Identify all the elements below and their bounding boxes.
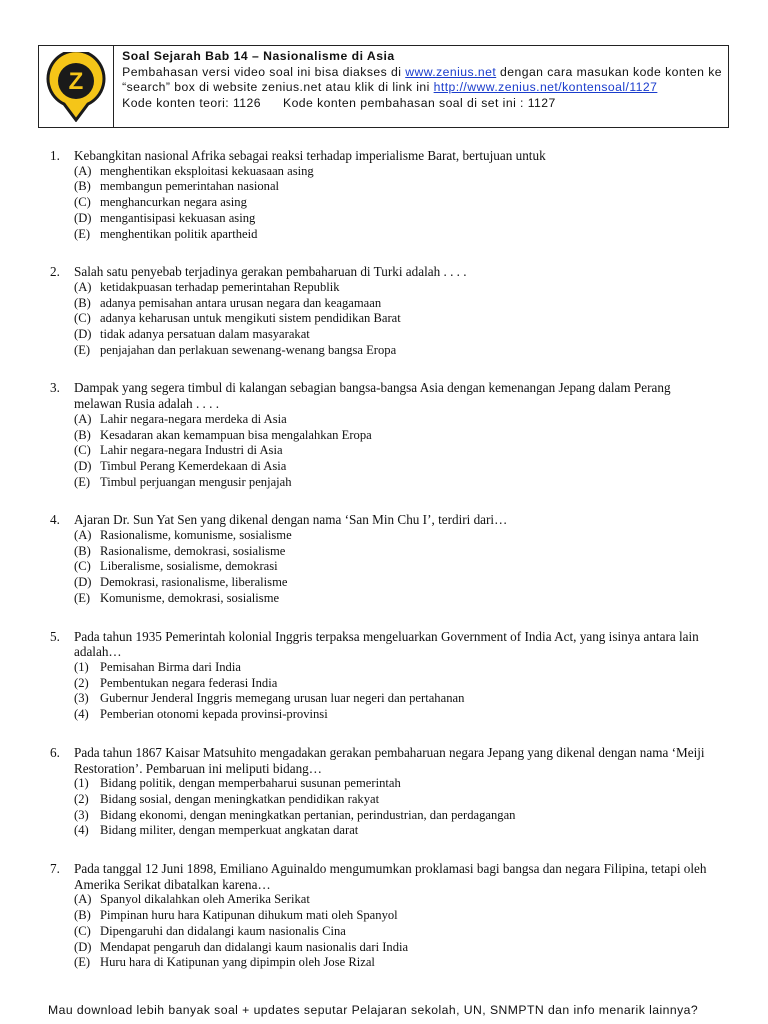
option-label: (E) bbox=[74, 226, 91, 241]
option-text: Bidang sosial, dengan meningkatkan pendidikan rakyat bbox=[100, 791, 380, 806]
answer-option bbox=[74, 459, 715, 475]
option-label: (D) bbox=[74, 458, 92, 473]
page-title: Soal Sejarah Bab 14 – Nasionalisme di Asia bbox=[122, 49, 395, 63]
option-label: (D) bbox=[74, 327, 92, 342]
logo-letter: Z bbox=[68, 67, 84, 95]
footer-text: Mau download lebih banyak soal + updates seputar Pelajaran sekolah, UN, SNMPTN dan info menarik lainnya? bbox=[48, 1003, 699, 1017]
option-text: membangun pemerintahan nasional bbox=[100, 179, 280, 194]
answer-option bbox=[74, 559, 715, 575]
answer-option bbox=[74, 776, 715, 792]
question-row bbox=[50, 512, 715, 528]
code-pembahasan: Kode konten pembahasan soal di set ini : 1127 bbox=[282, 95, 556, 110]
option-label: (4) bbox=[74, 823, 89, 838]
option-label: (B) bbox=[74, 179, 91, 194]
option-text: menghentikan politik apartheid bbox=[100, 226, 258, 241]
answer-option bbox=[74, 528, 715, 544]
zenius-link[interactable]: www.zenius.net bbox=[405, 64, 497, 79]
option-label: (A) bbox=[74, 528, 92, 543]
option-text: Spanyol dikalahkan oleh Amerika Serikat bbox=[100, 892, 310, 907]
answer-option bbox=[74, 179, 715, 195]
question-list bbox=[50, 148, 715, 993]
option-label: (1) bbox=[74, 776, 89, 791]
question-row bbox=[50, 380, 715, 411]
question-text: Kebangkitan nasional Afrika sebagai reaksi terhadap imperialisme Barat, bertujuan untuk bbox=[74, 148, 546, 163]
question-number: 6. bbox=[50, 744, 60, 760]
answer-option bbox=[74, 227, 715, 243]
option-label: (D) bbox=[74, 575, 92, 590]
header-line-2-suffix: dengan cara masukan kode konten ke bbox=[496, 64, 722, 79]
option-text: Mendapat pengaruh dan didalangi kaum nasionalis dari India bbox=[100, 939, 409, 954]
header-line-3 bbox=[122, 80, 722, 96]
option-text: Demokrasi, rasionalisme, liberalisme bbox=[100, 575, 288, 590]
question-item bbox=[50, 380, 715, 490]
option-text: tidak adanya persatuan dalam masyarakat bbox=[100, 327, 310, 342]
answer-option bbox=[74, 280, 715, 296]
question-number: 7. bbox=[50, 861, 60, 877]
option-label: (2) bbox=[74, 675, 89, 690]
question-text: Salah satu penyebab terjadinya gerakan pembaharuan di Turki adalah . . . . bbox=[74, 264, 467, 280]
question-number: 4. bbox=[50, 512, 60, 528]
question-row bbox=[50, 861, 715, 892]
question-number: 3. bbox=[50, 380, 60, 396]
option-text: Timbul Perang Kemerdekaan di Asia bbox=[100, 458, 287, 473]
answer-option bbox=[74, 940, 715, 956]
option-label: (E) bbox=[74, 342, 91, 357]
answer-option bbox=[74, 575, 715, 591]
option-text: adanya pemisahan antara urusan negara dan keagamaan bbox=[100, 295, 382, 310]
option-label: (B) bbox=[74, 543, 91, 558]
option-label: (E) bbox=[74, 590, 91, 605]
question-item bbox=[50, 512, 715, 606]
option-text: Gubernur Jenderal Inggris memegang urusan luar negeri dan pertahanan bbox=[100, 691, 465, 706]
answer-option bbox=[74, 443, 715, 459]
option-text: Lahir negara-negara Industri di Asia bbox=[100, 443, 283, 458]
question-row bbox=[50, 629, 715, 660]
answer-option bbox=[74, 792, 715, 808]
answer-option bbox=[74, 955, 715, 971]
question-row bbox=[50, 148, 715, 164]
option-label: (A) bbox=[74, 892, 92, 907]
question-number: 5. bbox=[50, 628, 60, 644]
header-line-2-prefix: Pembahasan versi video soal ini bisa diakses di bbox=[122, 64, 406, 79]
option-text: ketidakpuasan terhadap pemerintahan Republik bbox=[100, 279, 340, 294]
question-text: Ajaran Dr. Sun Yat Sen yang dikenal dengan nama ‘San Min Chu I’, terdiri dari… bbox=[74, 512, 508, 528]
option-label: (D) bbox=[74, 210, 92, 225]
question-text: Pada tahun 1935 Pemerintah kolonial Inggris terpaksa mengeluarkan Government of India Act, yang isinya antara lain adalah… bbox=[74, 628, 699, 660]
option-text: Bidang militer, dengan memperkuat angkatan darat bbox=[100, 823, 359, 838]
answer-option bbox=[74, 660, 715, 676]
question-item bbox=[50, 745, 715, 839]
option-text: Kesadaran akan kemampuan bisa mengalahkan Eropa bbox=[100, 427, 372, 442]
option-text: Timbul perjuangan mengusir penjajah bbox=[100, 474, 292, 489]
option-text: mengantisipasi kekuasan asing bbox=[100, 210, 256, 225]
answer-option bbox=[74, 164, 715, 180]
answer-option bbox=[74, 823, 715, 839]
kontensoal-link[interactable]: http://www.zenius.net/kontensoal/1127 bbox=[433, 80, 658, 94]
answer-option bbox=[74, 327, 715, 343]
option-text: Rasionalisme, demokrasi, sosialisme bbox=[100, 543, 286, 558]
option-label: (B) bbox=[74, 295, 91, 310]
answer-option bbox=[74, 691, 715, 707]
option-label: (B) bbox=[74, 908, 91, 923]
option-text: Liberalisme, sosialisme, demokrasi bbox=[100, 559, 278, 574]
option-label: (4) bbox=[74, 707, 89, 722]
option-label: (A) bbox=[74, 279, 92, 294]
code-teori: Kode konten teori: 1126 bbox=[122, 95, 261, 110]
option-label: (1) bbox=[74, 659, 89, 674]
answer-option bbox=[74, 924, 715, 940]
answer-option bbox=[74, 211, 715, 227]
option-text: Bidang ekonomi, dengan meningkatkan pertanian, perindustrian, dan perdagangan bbox=[100, 807, 516, 822]
option-label: (A) bbox=[74, 163, 92, 178]
option-text: Huru hara di Katipunan yang dipimpin oleh Jose Rizal bbox=[100, 955, 375, 970]
answer-option bbox=[74, 707, 715, 723]
option-text: penjajahan dan perlakuan sewenang-wenang bangsa Eropa bbox=[100, 342, 397, 357]
answer-option bbox=[74, 311, 715, 327]
answer-option bbox=[74, 892, 715, 908]
answer-option bbox=[74, 296, 715, 312]
question-number: 2. bbox=[50, 264, 60, 280]
question-item bbox=[50, 148, 715, 242]
option-label: (2) bbox=[74, 791, 89, 806]
answer-option bbox=[74, 676, 715, 692]
option-label: (C) bbox=[74, 443, 91, 458]
option-label: (E) bbox=[74, 955, 91, 970]
option-label: (E) bbox=[74, 474, 91, 489]
logo-cell bbox=[39, 46, 114, 127]
answer-option bbox=[74, 808, 715, 824]
option-label: (A) bbox=[74, 411, 92, 426]
zenius-logo-icon bbox=[45, 52, 107, 122]
option-label: (C) bbox=[74, 559, 91, 574]
header-line-3-prefix: “search” box di website zenius.net atau klik di link ini bbox=[122, 80, 434, 94]
answer-option bbox=[74, 544, 715, 560]
option-text: Rasionalisme, komunisme, sosialisme bbox=[100, 528, 292, 543]
option-label: (C) bbox=[74, 311, 91, 326]
option-text: Bidang politik, dengan memperbaharui susunan pemerintah bbox=[100, 776, 401, 791]
option-text: adanya keharusan untuk mengikuti sistem pendidikan Barat bbox=[100, 311, 401, 326]
option-label: (B) bbox=[74, 427, 91, 442]
option-label: (3) bbox=[74, 807, 89, 822]
question-text: Pada tahun 1867 Kaisar Matsuhito mengadakan gerakan pembaharuan negara Jepang yang dikenal dengan nama ‘Meiji Restoration’. Pembaruan ini meliputi bidang… bbox=[74, 744, 705, 776]
answer-option bbox=[74, 908, 715, 924]
answer-option bbox=[74, 475, 715, 491]
question-item bbox=[50, 629, 715, 723]
question-text: Dampak yang segera timbul di kalangan sebagian bangsa-bangsa Asia dengan kemenangan Jepang dalam Perang melawan Rusia adalah . . . . bbox=[74, 380, 671, 412]
option-text: menghancurkan negara asing bbox=[100, 195, 247, 210]
question-row bbox=[50, 745, 715, 776]
question-row bbox=[50, 264, 715, 280]
question-text: Pada tanggal 12 Juni 1898, Emiliano Aguinaldo mengumumkan proklamasi bagi bangsa dan negara Filipina, tetapi oleh Amerika Serikat dibatalkan karena… bbox=[74, 861, 707, 892]
option-text: Pemberian otonomi kepada provinsi-provinsi bbox=[100, 707, 328, 722]
option-text: Pimpinan huru hara Katipunan dihukum mati oleh Spanyol bbox=[100, 908, 398, 923]
question-item bbox=[50, 861, 715, 971]
answer-option bbox=[74, 195, 715, 211]
option-text: Pemisahan Birma dari India bbox=[100, 659, 241, 674]
header-info bbox=[114, 46, 728, 127]
option-label: (C) bbox=[74, 195, 91, 210]
option-text: Lahir negara-negara merdeka di Asia bbox=[100, 411, 287, 426]
question-number: 1. bbox=[50, 148, 60, 163]
option-label: (3) bbox=[74, 691, 89, 706]
answer-option bbox=[74, 591, 715, 607]
answer-option bbox=[74, 412, 715, 428]
option-label: (C) bbox=[74, 923, 91, 938]
option-text: Dipengaruhi dan didalangi kaum nasionalis Cina bbox=[100, 923, 346, 938]
header-line-2 bbox=[122, 65, 722, 81]
answer-option bbox=[74, 428, 715, 444]
option-text: Komunisme, demokrasi, sosialisme bbox=[100, 590, 280, 605]
option-text: menghentikan eksploitasi kekuasaan asing bbox=[100, 163, 314, 178]
header-box bbox=[38, 45, 729, 128]
answer-option bbox=[74, 343, 715, 359]
question-item bbox=[50, 264, 715, 358]
option-label: (D) bbox=[74, 939, 92, 954]
option-text: Pembentukan negara federasi India bbox=[100, 675, 278, 690]
header-line-4 bbox=[122, 96, 722, 112]
